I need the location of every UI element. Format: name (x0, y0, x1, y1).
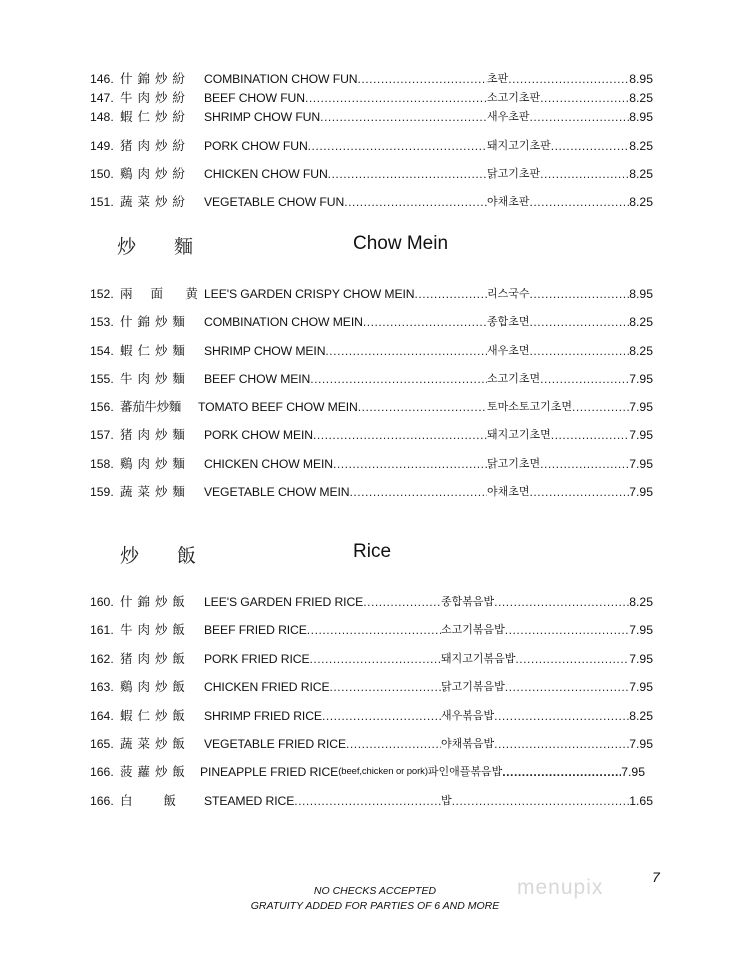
footer-no-checks: NO CHECKS ACCEPTED (313, 885, 437, 897)
menu-item-165: 165. 蔬 菜 炒 飯 VEGETABLE FRIED RICE ..... 야채볶음밥 ..... 7.95 (90, 734, 653, 752)
section-title-rice: Rice (353, 541, 392, 562)
menu-item-152: 152. 兩 面 黄 LEE'S GARDEN CRISPY CHOW MEIN ..... 리스국수 ..... 8.95 (90, 284, 653, 302)
menu-item-156: 156. 蕃茄牛炒麵 TOMATO BEEF CHOW MEIN ..... 토마소토고기초면 ..... 7.95 (90, 397, 653, 415)
menu-item-146: 146. 什 錦 炒 紛 COMBINATION CHOW FUN ..... 초판 ..... 8.95 (90, 69, 653, 87)
menu-item-153: 153. 什 錦 炒 麵 COMBINATION CHOW MEIN ..... 종합초면 ..... 8.25 (90, 312, 653, 330)
menu-item-166-pineapple: 166. 菠 蘿 炒 飯 PINEAPPLE FRIED RICE (beef,chicken or pork) 파인애플볶음밥 ..... 7.95 (90, 762, 653, 780)
menu-item-154: 154. 蝦 仁 炒 麵 SHRIMP CHOW MEIN ..... 새우초면 ..... 8.25 (90, 341, 653, 359)
menu-item-158: 158. 鷄 肉 炒 麵 CHICKEN CHOW MEIN ..... 닭고기초면 ..... 7.95 (90, 454, 653, 472)
menu-item-151: 151. 蔬 菜 炒 紛 VEGETABLE CHOW FUN ..... 야채초판 ..... 8.25 (90, 192, 653, 210)
menu-item-161: 161. 牛 肉 炒 飯 BEEF FRIED RICE ..... 소고기볶음밥 ..... 7.95 (90, 620, 653, 638)
menu-item-160: 160. 什 錦 炒 飯 LEE'S GARDEN FRIED RICE ..... 종합볶음밥 ..... 8.25 (90, 592, 653, 610)
menu-item-163: 163. 鷄 肉 炒 飯 CHICKEN FRIED RICE ..... 닭고기볶음밥 ..... 7.95 (90, 677, 653, 695)
menu-item-155: 155. 牛 肉 炒 麵 BEEF CHOW MEIN ..... 소고기초면 ..... 7.95 (90, 369, 653, 387)
menu-item-162: 162. 猪 肉 炒 飯 PORK FRIED RICE ..... 돼지고기볶음밥 ..... 7.95 (90, 649, 653, 667)
menu-item-147: 147. 牛 肉 炒 紛 BEEF CHOW FUN ..... 소고기초판 ..... 8.25 (90, 88, 653, 106)
menu-item-149: 149. 猪 肉 炒 紛 PORK CHOW FUN ..... 돼지고기초판 ..... 8.25 (90, 136, 653, 154)
menu-item-159: 159. 蔬 菜 炒 麵 VEGETABLE CHOW MEIN ..... 야채초면 ..... 7.95 (90, 482, 653, 500)
watermark-logo: menupix (517, 876, 604, 899)
section-title-chow-mein: Chow Mein (353, 233, 449, 254)
menu-item-157: 157. 猪 肉 炒 麵 PORK CHOW MEIN ..... 돼지고기초면 ..... 7.95 (90, 425, 653, 443)
menu-item-166-steamed: 166. 白 飯 STEAMED RICE ..... 밥 ..... 1.65 (90, 791, 653, 809)
footer-gratuity: GRATUITY ADDED FOR PARTIES OF 6 AND MORE (250, 900, 500, 912)
page-number: 7 (652, 869, 660, 885)
menu-item-150: 150. 鷄 肉 炒 紛 CHICKEN CHOW FUN ..... 닭고기초판 ..... 8.25 (90, 164, 653, 182)
menu-item-164: 164. 蝦 仁 炒 飯 SHRIMP FRIED RICE ..... 새우볶음밥 ..... 8.25 (90, 706, 653, 724)
section-title-chinese-chow-mein: 炒 麵 (117, 236, 194, 258)
section-title-chinese-rice: 炒 飯 (120, 545, 197, 567)
menu-item-148: 148. 蝦 仁 炒 紛 SHRIMP CHOW FUN ..... 새우초판 ..... 8.95 (90, 107, 653, 125)
